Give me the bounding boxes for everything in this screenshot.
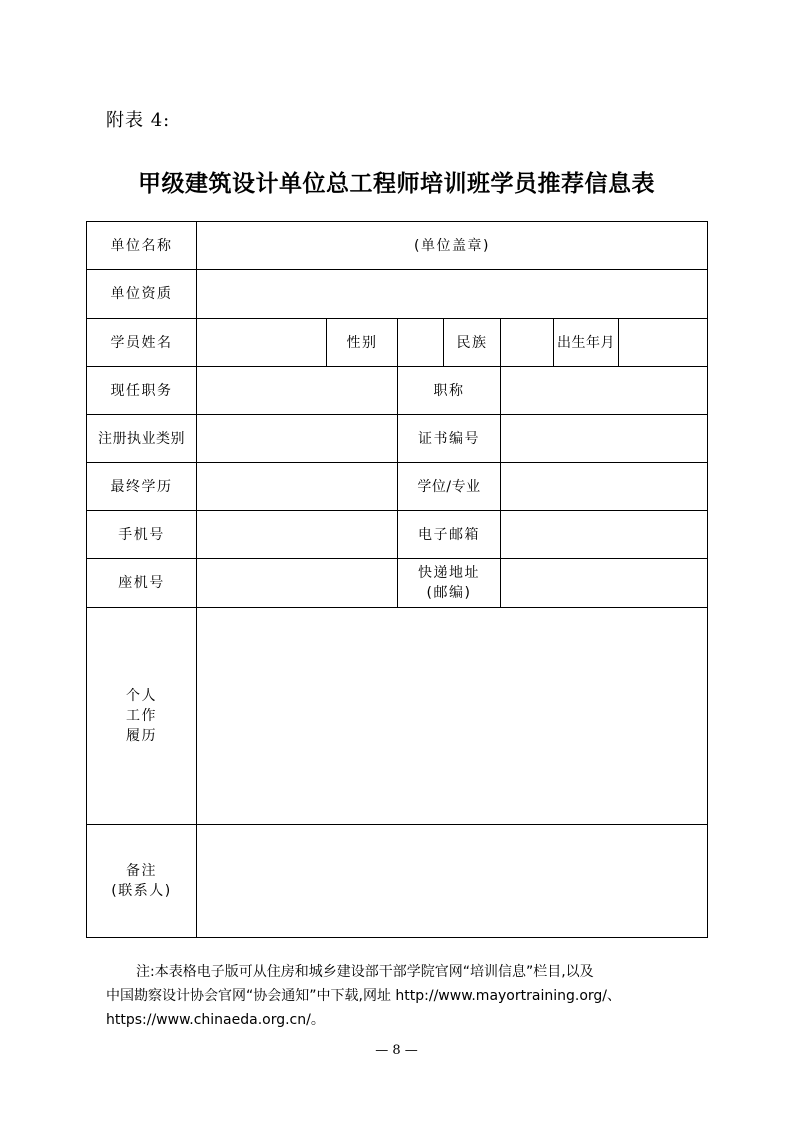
- footnote: [106, 960, 698, 1032]
- position-field[interactable]: [197, 367, 397, 414]
- label-resume-line: 工作: [126, 708, 157, 724]
- birth-field[interactable]: [619, 319, 707, 366]
- certificate-number-field[interactable]: [501, 415, 707, 462]
- label-gender: 性别: [346, 334, 378, 351]
- label-address: [398, 559, 500, 607]
- education-field[interactable]: [197, 463, 397, 510]
- label-ethnicity: 民族: [456, 334, 488, 351]
- label-position: 现任职务: [110, 382, 173, 399]
- label-birth: 出生年月: [557, 334, 615, 351]
- label-degree-major: 学位/专业: [417, 478, 481, 495]
- remarks-field[interactable]: [197, 825, 707, 937]
- label-education: 最终学历: [110, 478, 173, 495]
- label-resume-line: 个人: [126, 688, 157, 704]
- email-field[interactable]: [501, 511, 707, 558]
- label-mobile: 手机号: [118, 526, 165, 543]
- form-title: 甲级建筑设计单位总工程师培训班学员推荐信息表: [138, 171, 655, 197]
- label-student-name: 学员姓名: [110, 334, 173, 351]
- footnote-line: 中国勘察设计协会官网“协会通知”中下载,网址 http://www.mayortraining.org/、: [106, 988, 621, 1004]
- student-name-field[interactable]: [197, 319, 326, 366]
- label-title: 职称: [433, 382, 465, 399]
- registration-type-field[interactable]: [197, 415, 397, 462]
- degree-major-field[interactable]: [501, 463, 707, 510]
- label-landline: 座机号: [118, 575, 165, 591]
- footnote-line: 注:本表格电子版可从住房和城乡建设部干部学院官网“培训信息”栏目,以及: [136, 964, 594, 980]
- gender-field[interactable]: [398, 319, 443, 366]
- label-resume-line: 履历: [126, 728, 157, 744]
- page-number: — 8 —: [375, 1043, 418, 1058]
- label-unit-name: 单位名称: [110, 237, 173, 254]
- label-certificate-number: 证书编号: [418, 430, 480, 447]
- mobile-field[interactable]: [197, 511, 397, 558]
- address-field[interactable]: [501, 559, 707, 607]
- unit-seal-field[interactable]: (单位盖章): [414, 237, 490, 254]
- work-resume-field[interactable]: [197, 608, 707, 824]
- landline-field[interactable]: [197, 559, 397, 607]
- label-work-resume: [87, 608, 196, 824]
- annex-label: 附表 4:: [106, 110, 171, 131]
- footnote-line: https://www.chinaeda.org.cn/。: [106, 1012, 325, 1028]
- label-registration-type: 注册执业类别: [98, 430, 185, 447]
- recommendation-form-table: [86, 221, 708, 938]
- label-remarks: [87, 825, 196, 937]
- label-remarks-line: 备注: [126, 863, 157, 879]
- unit-qualification-field[interactable]: [197, 270, 707, 318]
- label-unit-qualification: 单位资质: [110, 286, 173, 302]
- label-postcode-line: (邮编): [426, 585, 472, 601]
- title-field[interactable]: [501, 367, 707, 414]
- label-address-line: 快递地址: [418, 565, 480, 581]
- ethnicity-field[interactable]: [501, 319, 553, 366]
- label-contact-line: (联系人): [111, 883, 172, 899]
- label-email: 电子邮箱: [418, 526, 480, 543]
